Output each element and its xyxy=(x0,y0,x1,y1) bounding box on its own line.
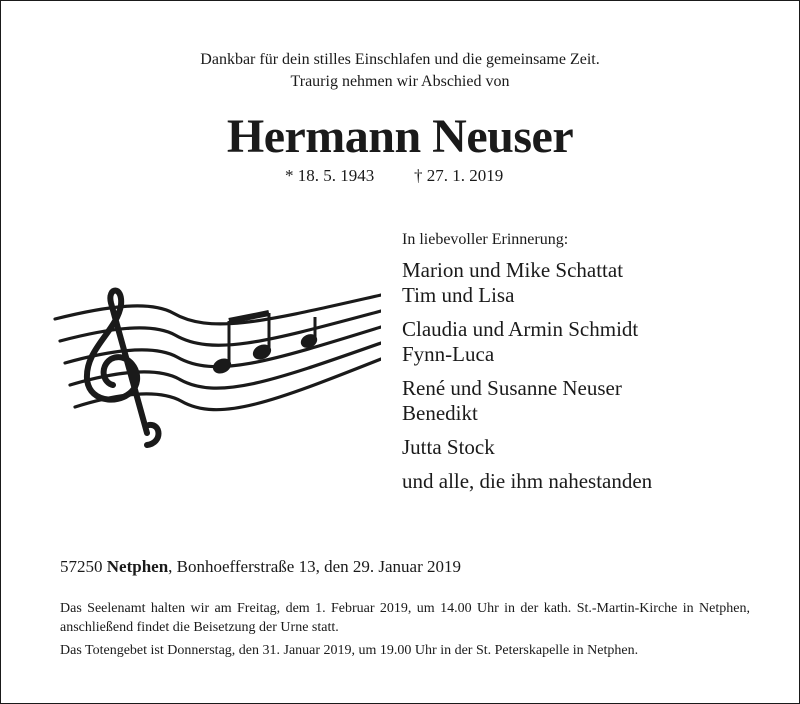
town-name: Netphen xyxy=(106,557,169,576)
family-entry: Claudia und Armin Schmidt xyxy=(402,317,639,341)
intro-line-1: Dankbar für dein stilles Einschlafen und die gemeinsame Zeit. xyxy=(200,51,600,68)
family-group-3 xyxy=(402,376,782,426)
family-title: In liebevoller Erinnerung: xyxy=(402,231,569,248)
intro-text xyxy=(1,49,799,93)
address-rest: , Bonhoefferstraße 13, den 29. Januar 2019 xyxy=(168,557,462,576)
prayer-note: Das Totengebet ist Donnerstag, den 31. Januar 2019, um 19.00 Uhr in der St. Peterskapelle in Netphen. xyxy=(60,643,639,658)
family-group-4 xyxy=(402,435,782,460)
place-and-date xyxy=(60,557,461,577)
family-entry: René und Susanne Neuser xyxy=(402,376,622,400)
deceased-name: Hermann Neuser xyxy=(226,110,574,163)
zip-code: 57250 xyxy=(60,557,103,576)
family-group-2 xyxy=(402,317,782,367)
family-closing: und alle, die ihm nahestanden xyxy=(402,469,653,493)
intro-line-2: Traurig nehmen wir Abschied von xyxy=(290,73,510,90)
requiem-note: Das Seelenamt halten wir am Freitag, dem 1. Februar 2019, um 14.00 Uhr in der kath. St.-Martin-Kirche in Netphen, anschließend findet die Beisetzung der Urne statt. xyxy=(60,601,750,635)
family-entry: Jutta Stock xyxy=(402,435,495,459)
family-group-1 xyxy=(402,258,782,308)
death-date: † 27. 1. 2019 xyxy=(414,166,504,185)
family-entry: Fynn-Luca xyxy=(402,342,495,366)
music-staff-treble-clef-icon xyxy=(51,283,381,453)
birth-date: * 18. 5. 1943 xyxy=(285,166,375,185)
family-list xyxy=(402,229,782,494)
family-entry: Marion und Mike Schattat xyxy=(402,258,624,282)
family-entry: Benedikt xyxy=(402,401,478,425)
family-entry: Tim und Lisa xyxy=(402,283,515,307)
